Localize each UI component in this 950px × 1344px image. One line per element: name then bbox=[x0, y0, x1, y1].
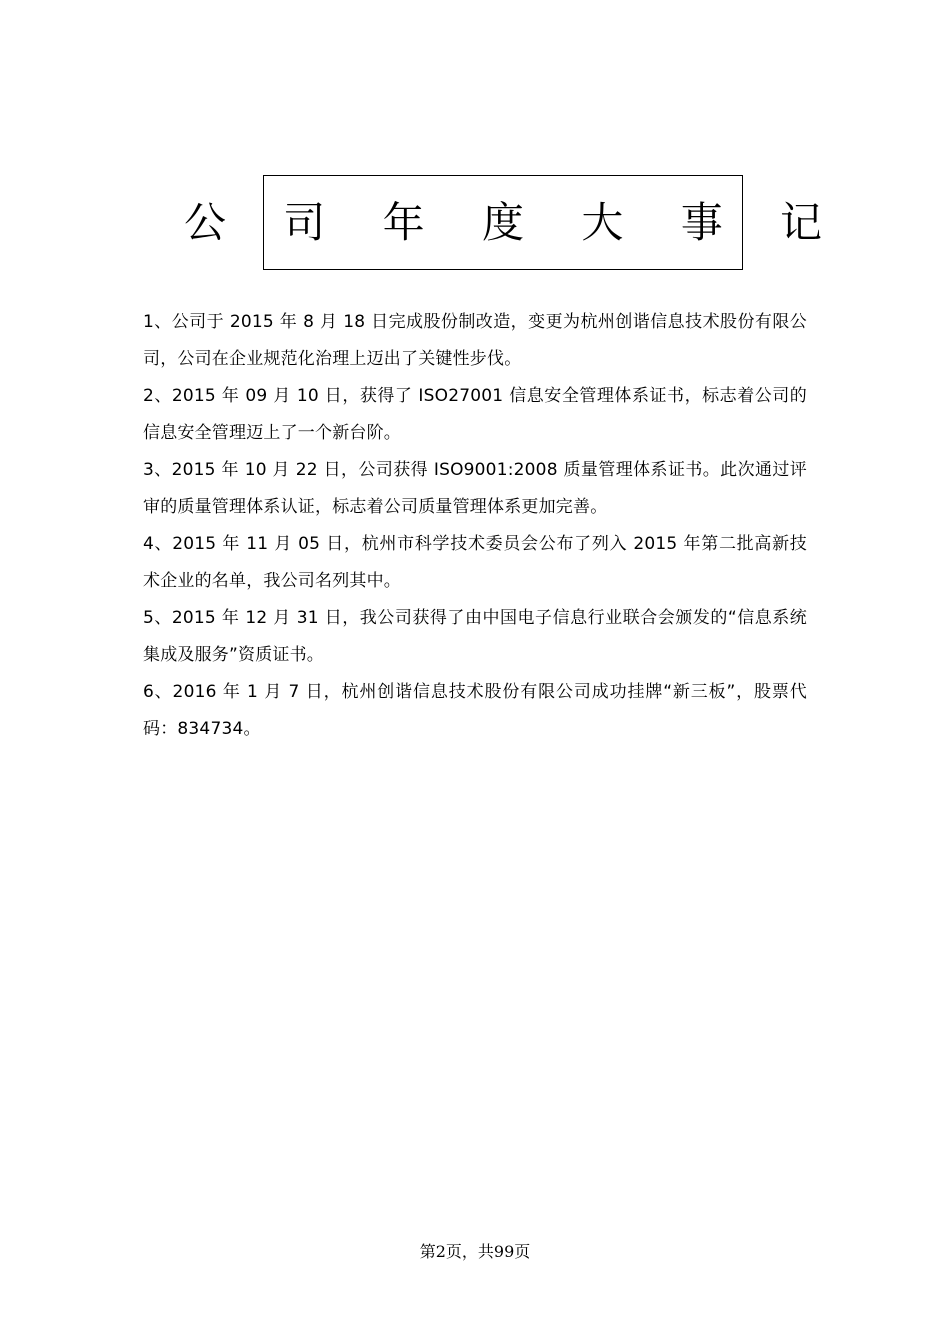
page-footer bbox=[0, 1241, 950, 1263]
event-item-1: 1、公司于 2015 年 8 月 18 日完成股份制改造，变更为杭州创谐信息技术股份有限公司，公司在企业规范化治理上迈出了关键性步伐。 bbox=[143, 312, 807, 369]
event-list bbox=[143, 304, 807, 748]
event-item-2: 2、2015 年 09 月 10 日，获得了 ISO27001 信息安全管理体系证书，标志着公司的信息安全管理迈上了一个新台阶。 bbox=[143, 386, 807, 443]
page-number-label: 第2页，共99页 bbox=[419, 1242, 531, 1261]
event-item-5: 5、2015 年 12 月 31 日，我公司获得了由中国电子信息行业联合会颁发的“信息系统集成及服务”资质证书。 bbox=[143, 608, 807, 665]
title-box bbox=[183, 175, 845, 270]
event-item-6: 6、2016 年 1 月 7 日，杭州创谐信息技术股份有限公司成功挂牌“新三板”，股票代码：834734。 bbox=[143, 682, 807, 739]
page-title: 公 司 年 度 大 事 记 bbox=[183, 197, 845, 247]
event-item-4: 4、2015 年 11 月 05 日，杭州市科学技术委员会公布了列入 2015 年第二批高新技术企业的名单，我公司名列其中。 bbox=[143, 534, 807, 591]
event-item-3: 3、2015 年 10 月 22 日，公司获得 ISO9001:2008 质量管理体系证书。此次通过评审的质量管理体系认证，标志着公司质量管理体系更加完善。 bbox=[143, 460, 807, 517]
